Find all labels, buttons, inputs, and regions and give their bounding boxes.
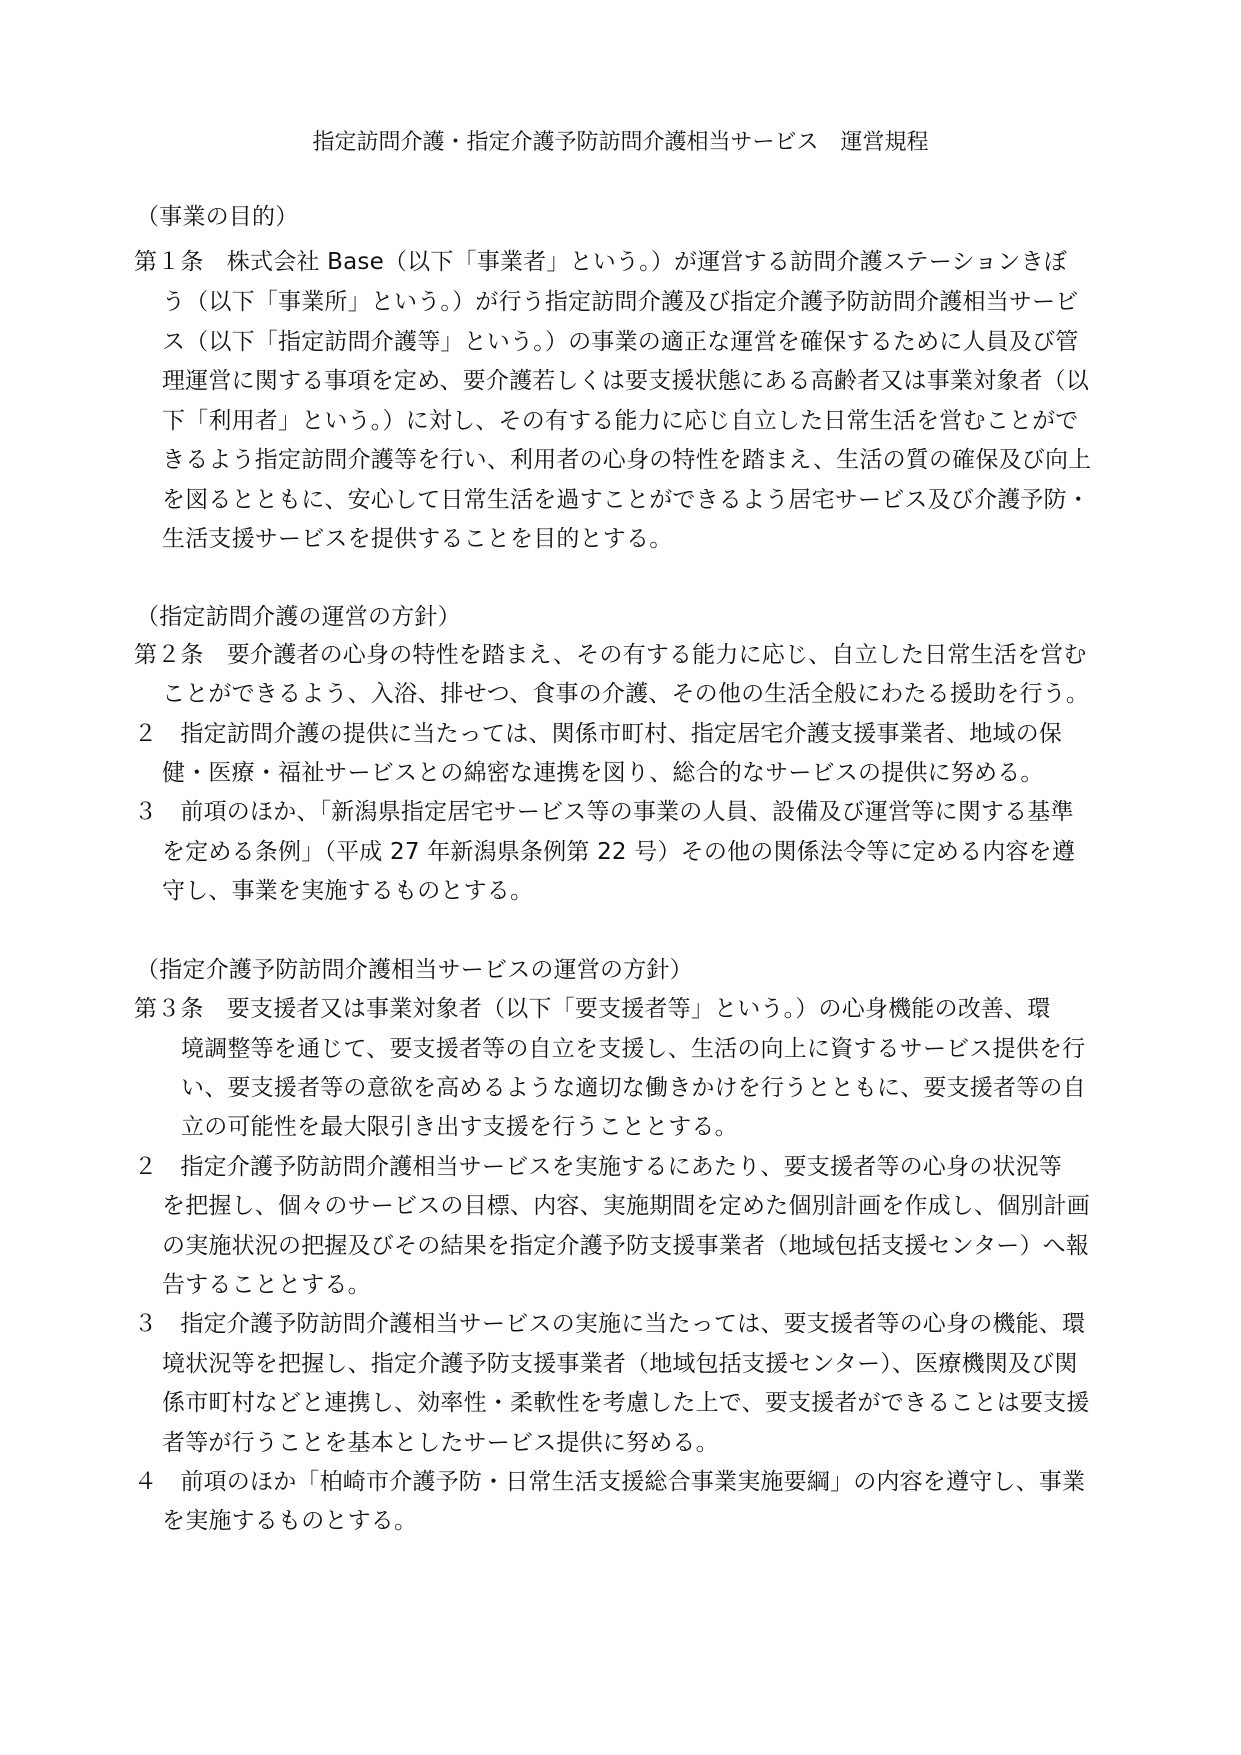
paragraph-line: ス（以下「指定訪問介護等」という。）の事業の適正な運営を確保するために人員及び管 <box>162 329 1079 355</box>
paragraph-line: 告することとする。 <box>162 1272 371 1298</box>
paragraph-line: 境調整等を通じて、要支援者等の自立を支援し、生活の向上に資するサービス提供を行 <box>181 1036 1086 1062</box>
paragraph-line: ４ 前項のほか「柏崎市介護予防・日常生活支援総合事業実施要綱」の内容を遵守し、事業 <box>134 1469 1086 1495</box>
paragraph-line: の実施状況の把握及びその結果を指定介護予防支援事業者（地域包括支援センター）へ報 <box>162 1233 1090 1259</box>
paragraph-line: 係市町村などと連携し、効率性・柔軟性を考慮した上で、要支援者ができることは要支援 <box>162 1390 1090 1416</box>
paragraph-line: 守し、事業を実施するものとする。 <box>162 878 534 904</box>
paragraph-line: 境状況等を把握し、指定介護予防支援事業者（地域包括支援センター）、医療機関及び関 <box>162 1351 1078 1377</box>
paragraph-line: 者等が行うことを基本としたサービス提供に努める。 <box>162 1430 719 1456</box>
paragraph-line: 下「利用者」という。）に対し、その有する能力に応じ自立した日常生活を営むことがで <box>162 408 1079 434</box>
paragraph-line: 理運営に関する事項を定め、要介護若しくは要支援状態にある高齢者又は事業対象者（以 <box>162 368 1090 394</box>
paragraph-line: 健・医療・福祉サービスとの綿密な連携を図り、総合的なサービスの提供に努める。 <box>162 760 1044 786</box>
section-heading: （指定訪問介護の運営の方針） <box>136 604 461 630</box>
paragraph-line: い、要支援者等の意欲を高めるような適切な働きかけを行うとともに、要支援者等の自 <box>181 1075 1086 1101</box>
document-title: 指定訪問介護・指定介護予防訪問介護相当サービス 運営規程 <box>312 130 929 155</box>
paragraph-line: を実施するものとする。 <box>162 1508 418 1534</box>
paragraph-line: 生活支援サービスを提供することを目的とする。 <box>162 526 673 552</box>
section-heading: （指定介護予防訪問介護相当サービスの運営の方針） <box>136 957 693 983</box>
paragraph-line: ３ 前項のほか、「新潟県指定居宅サービス等の事業の人員、設備及び運営等に関する基準 <box>134 799 1074 825</box>
paragraph-line: ２ 指定介護予防訪問介護相当サービスを実施するにあたり、要支援者等の心身の状況等 <box>134 1154 1062 1180</box>
paragraph-line: ことができるよう、入浴、排せつ、食事の介護、その他の生活全般にわたる援助を行う。 <box>162 681 1090 707</box>
paragraph-line: を定める条例」（平成 27 年新潟県条例第 22 号）その他の関係法令等に定める内容を遵 <box>162 839 1076 865</box>
paragraph-line: ２ 指定訪問介護の提供に当たっては、関係市町村、指定居宅介護支援事業者、地域の保 <box>134 721 1062 747</box>
paragraph-line: う（以下「事業所」という。）が行う指定訪問介護及び指定介護予防訪問介護相当サービ <box>162 289 1079 315</box>
paragraph-line: 第１条 株式会社 Base（以下「事業者」という。）が運営する訪問介護ステーションきぼ <box>134 249 1068 275</box>
paragraph-line: を図るとともに、安心して日常生活を過すことができるよう居宅サービス及び介護予防・ <box>162 487 1090 513</box>
paragraph-line: きるよう指定訪問介護等を行い、利用者の心身の特性を踏まえ、生活の質の確保及び向上 <box>162 447 1092 473</box>
paragraph-line: を把握し、個々のサービスの目標、内容、実施期間を定めた個別計画を作成し、個別計画 <box>162 1193 1091 1219</box>
section-heading: （事業の目的） <box>136 204 299 230</box>
paragraph-line: 第３条 要支援者又は事業対象者（以下「要支援者等」という。）の心身機能の改善、環 <box>134 996 1051 1022</box>
paragraph-line: 立の可能性を最大限引き出す支援を行うこととする。 <box>181 1114 738 1140</box>
paragraph-line: ３ 指定介護予防訪問介護相当サービスの実施に当たっては、要支援者等の心身の機能、環 <box>134 1311 1086 1337</box>
paragraph-line: 第２条 要介護者の心身の特性を踏まえ、その有する能力に応じ、自立した日常生活を営む <box>134 642 1087 668</box>
